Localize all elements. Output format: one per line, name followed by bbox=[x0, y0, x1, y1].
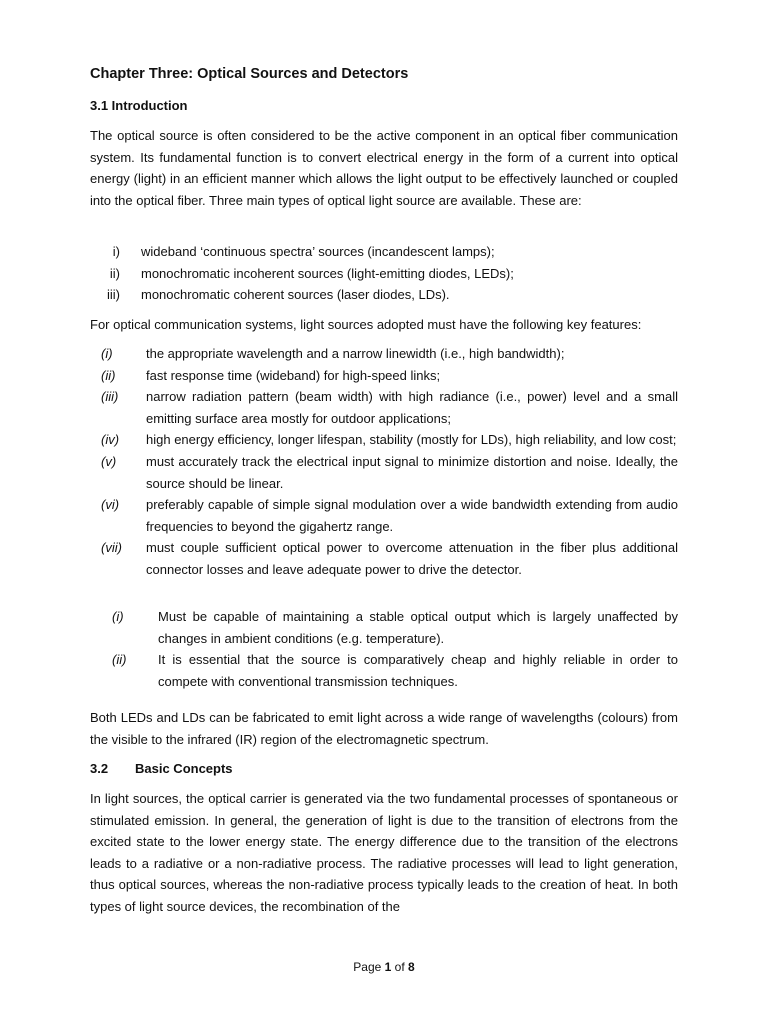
list-marker: (iii) bbox=[101, 389, 119, 405]
wavelength-paragraph: Both LEDs and LDs can be fabricated to emit light across a wide range of wavelengths (colours) from the visible to the infrared (IR) region of the electromagnetic spectrum. bbox=[90, 710, 678, 747]
chapter-title: Chapter Three: Optical Sources and Detectors bbox=[90, 66, 409, 82]
list-marker: (i) bbox=[112, 609, 124, 624]
page-label: Page bbox=[353, 960, 382, 974]
list-item bbox=[90, 537, 678, 580]
list-text: must couple sufficient optical power to overcome attenuation in the fiber plus additional connector losses and leave adequate power to drive the detector. bbox=[146, 540, 678, 577]
list-marker: (vi) bbox=[101, 497, 120, 513]
list-item bbox=[90, 386, 678, 429]
list-marker: iii) bbox=[107, 287, 120, 303]
extra-features-list bbox=[90, 606, 678, 692]
list-text: preferably capable of simple signal modulation over a wide bandwidth extending from audio frequencies to beyond the gigahertz range. bbox=[146, 497, 678, 534]
list-item bbox=[90, 606, 678, 649]
list-marker: (v) bbox=[101, 453, 117, 469]
list-text: fast response time (wideband) for high-speed links; bbox=[146, 367, 441, 383]
list-marker: (ii) bbox=[112, 652, 127, 668]
list-marker: (iv) bbox=[101, 432, 120, 448]
list-text: must accurately track the electrical input signal to minimize distortion and noise. Ideally, the source should be linear. bbox=[146, 453, 678, 491]
source-types-list bbox=[90, 241, 678, 306]
list-text: narrow radiation pattern (beam width) with high radiance (i.e., power) level and a small emitting surface area mostly for outdoor applications; bbox=[146, 389, 678, 426]
list-marker: ii) bbox=[109, 265, 120, 281]
list-item bbox=[90, 365, 678, 387]
list-text: the appropriate wavelength and a narrow linewidth (i.e., high bandwidth); bbox=[146, 346, 565, 361]
list-item bbox=[90, 343, 678, 365]
section-number: 3.2 bbox=[90, 761, 109, 776]
basic-concepts-paragraph: In light sources, the optical carrier is generated via the two fundamental processes of spontaneous or stimulated emission. In general, the generation of light is due to the transition of electrons from the excited state to the lower energy state. The energy difference due to the transition of the electrons leads to a radiative or a non-radiative process. The radiative processes will lead to light generation, thus optical sources, whereas the non-radiative process typically leads to the creation of heat. In both types of light source devices, the recombination of the bbox=[90, 791, 678, 914]
list-text: wideband ‘continuous spectra’ sources (incandescent lamps); bbox=[141, 244, 495, 259]
list-marker: (ii) bbox=[101, 367, 116, 383]
list-marker: (vii) bbox=[101, 540, 122, 556]
page-total: 8 bbox=[408, 960, 415, 974]
list-item bbox=[90, 241, 678, 263]
of-label: of bbox=[394, 960, 405, 974]
page-footer bbox=[0, 960, 768, 974]
list-text: high energy efficiency, longer lifespan, stability (mostly for LDs), high reliability, and low cost; bbox=[146, 432, 677, 448]
list-item bbox=[90, 429, 678, 451]
list-item bbox=[90, 263, 678, 285]
list-text: It is essential that the source is comparatively cheap and highly reliable in order to compete with conventional transmission techniques. bbox=[158, 652, 678, 689]
list-item bbox=[90, 284, 678, 306]
section-heading-basic-concepts bbox=[90, 761, 233, 776]
list-item bbox=[90, 451, 678, 494]
page-number: 1 bbox=[384, 960, 392, 974]
list-item bbox=[90, 649, 678, 692]
list-marker: (i) bbox=[101, 346, 113, 361]
list-text: monochromatic coherent sources (laser diodes, LDs). bbox=[141, 287, 450, 303]
section-heading-intro: 3.1 Introduction bbox=[90, 98, 188, 113]
intro-paragraph: The optical source is often considered to be the active component in an optical fiber communication system. Its fundamental function is to convert electrical energy in the form of a current into optical energy (light) in an efficient manner which allows the light output to be effectively launched or coupled into the optical fiber. Three main types of optical light source are available. These are: bbox=[90, 128, 678, 208]
list-marker: i) bbox=[112, 244, 120, 259]
section-title: Basic Concepts bbox=[135, 761, 233, 776]
list-text: monochromatic incoherent sources (light-emitting diodes, LEDs); bbox=[141, 265, 514, 281]
list-text: Must be capable of maintaining a stable optical output which is largely unaffected by changes in ambient conditions (e.g. temperature). bbox=[158, 609, 678, 646]
list-item bbox=[90, 494, 678, 537]
key-features-list bbox=[90, 343, 678, 581]
features-intro: For optical communication systems, light sources adopted must have the following key features: bbox=[90, 317, 642, 332]
